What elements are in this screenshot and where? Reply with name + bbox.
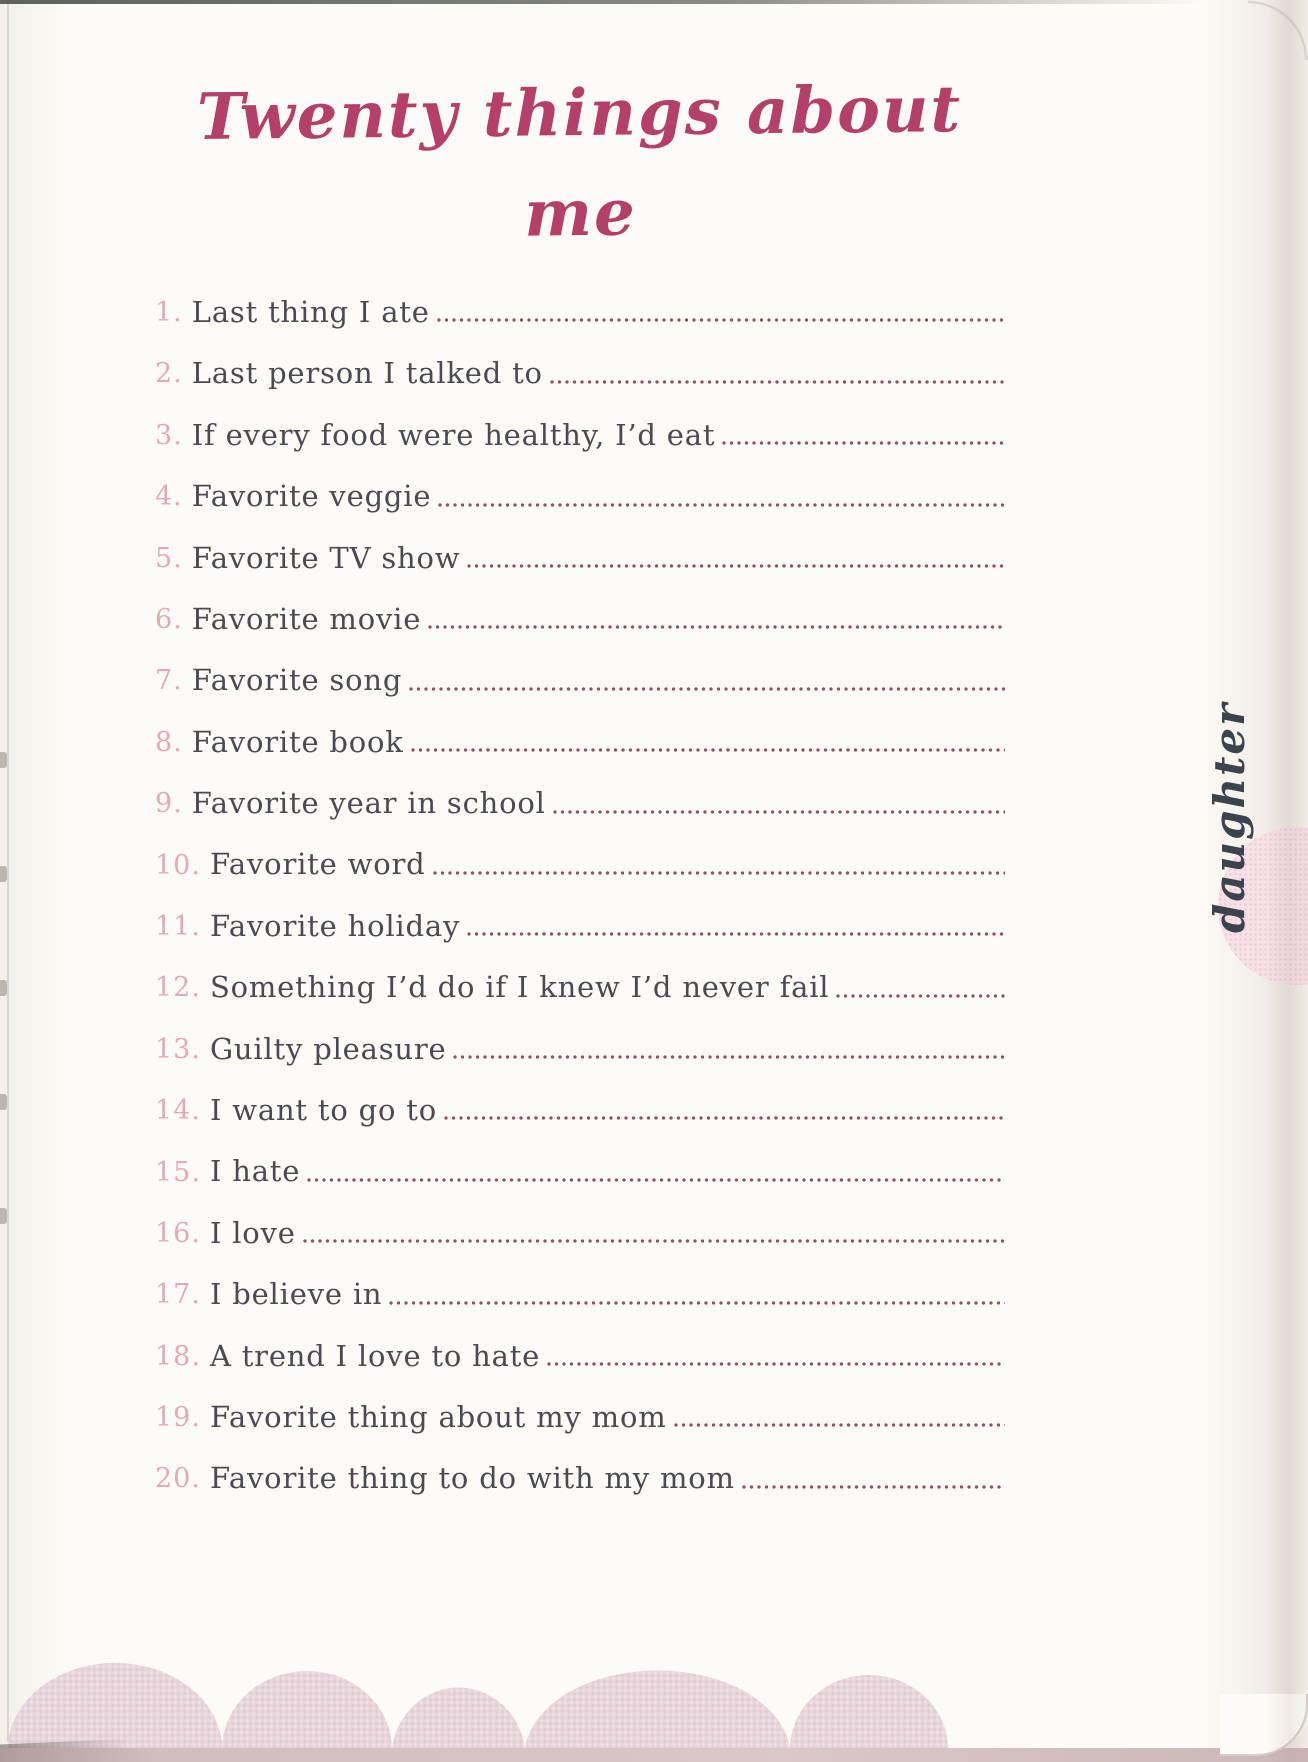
item-number: 7.	[155, 665, 183, 697]
binding-notch	[0, 980, 7, 996]
page-right-edge-shadow	[1266, 0, 1308, 1762]
list-item	[155, 880, 1005, 941]
dotted-write-in-line	[836, 994, 1005, 998]
item-number: 8.	[155, 726, 183, 758]
list-item	[155, 327, 1005, 391]
list-item	[155, 450, 1005, 514]
list-item	[155, 1003, 1005, 1064]
item-number: 18.	[155, 1340, 201, 1372]
item-number: 13.	[155, 1033, 201, 1065]
item-label: Favorite word	[209, 847, 426, 882]
list-item	[155, 1187, 1005, 1248]
list-item	[155, 512, 1005, 573]
item-label: Favorite book	[191, 724, 404, 759]
dotted-write-in-line	[389, 1301, 1005, 1305]
item-label: Guilty pleasure	[209, 1031, 447, 1066]
item-number: 20.	[155, 1463, 201, 1495]
dotted-write-in-line	[453, 1055, 1005, 1059]
dotted-write-in-line	[547, 1362, 1005, 1366]
page-content	[155, 64, 1005, 1494]
item-label: Favorite TV show	[191, 540, 461, 575]
scan-top-edge	[0, 0, 1308, 4]
dotted-write-in-line	[467, 932, 1005, 936]
item-label: If every food were healthy, I’d eat	[191, 417, 716, 452]
dotted-write-in-line	[674, 1423, 1006, 1427]
binding-notch	[0, 1094, 7, 1110]
list-item	[155, 1371, 1005, 1432]
item-label: Last thing I ate	[191, 294, 430, 329]
dotted-write-in-line	[444, 1116, 1005, 1120]
dotted-write-in-line	[742, 1485, 1005, 1489]
dotted-write-in-line	[428, 625, 1005, 629]
list-item	[155, 266, 1005, 327]
item-number: 15.	[155, 1156, 201, 1188]
list-item	[155, 757, 1005, 821]
prompt-list	[155, 266, 1005, 1494]
binding-notch	[0, 752, 7, 768]
item-label: Favorite thing to do with my mom	[209, 1461, 735, 1496]
dotted-write-in-line	[433, 871, 1005, 875]
page-title: Twenty things about me	[196, 71, 963, 252]
dotted-write-in-line	[722, 441, 1005, 445]
list-item	[155, 941, 1005, 1005]
item-number: 1.	[155, 297, 183, 329]
list-item	[155, 819, 1005, 880]
item-number: 2.	[155, 358, 183, 390]
dotted-write-in-line	[438, 503, 1005, 507]
list-item	[155, 1125, 1005, 1189]
list-item	[155, 573, 1005, 634]
item-label: Favorite year in school	[191, 786, 546, 821]
list-item	[155, 1310, 1005, 1371]
item-number: 10.	[155, 849, 201, 881]
page-left-edge	[7, 4, 9, 1742]
list-item	[155, 1432, 1005, 1496]
item-label: I believe in	[209, 1277, 383, 1312]
list-item	[155, 1248, 1005, 1312]
scallop-decoration	[0, 1653, 1308, 1749]
dotted-write-in-line	[553, 810, 1005, 814]
item-label: I hate	[209, 1154, 301, 1189]
item-number: 4.	[155, 481, 183, 513]
dotted-write-in-line	[437, 318, 1005, 322]
item-label: A trend I love to hate	[209, 1338, 541, 1373]
dotted-write-in-line	[467, 564, 1005, 568]
list-item	[155, 389, 1005, 450]
item-number: 16.	[155, 1217, 201, 1249]
item-label: Favorite holiday	[209, 908, 461, 943]
dotted-write-in-line	[411, 748, 1005, 752]
item-number: 17.	[155, 1279, 201, 1311]
dotted-write-in-line	[307, 1178, 1005, 1182]
item-label: Last person I talked to	[191, 356, 543, 391]
list-item	[155, 696, 1005, 757]
binding-notch	[0, 1208, 7, 1224]
list-item	[155, 634, 1005, 698]
dotted-write-in-line	[409, 687, 1005, 691]
list-item	[155, 1064, 1005, 1128]
item-number: 11.	[155, 910, 201, 942]
item-number: 19.	[155, 1402, 201, 1434]
item-label: Favorite movie	[191, 601, 422, 636]
item-label: Something I’d do if I knew I’d never fail	[209, 970, 830, 1005]
item-label: Favorite song	[191, 663, 403, 698]
item-number: 9.	[155, 788, 183, 820]
dotted-write-in-line	[550, 380, 1005, 384]
item-number: 3.	[155, 419, 183, 451]
item-number: 5.	[155, 542, 183, 574]
item-number: 14.	[155, 1095, 201, 1127]
book-bottom-edge	[0, 1748, 1308, 1762]
item-label: I want to go to	[209, 1093, 437, 1128]
item-number: 6.	[155, 604, 183, 635]
item-label: Favorite veggie	[191, 479, 432, 514]
item-label: I love	[209, 1215, 296, 1250]
binding-notch	[0, 866, 7, 882]
dotted-write-in-line	[303, 1239, 1005, 1243]
item-label: Favorite thing about my mom	[209, 1399, 667, 1434]
daughter-tab-label: daughter	[1205, 701, 1254, 933]
item-number: 12.	[155, 972, 201, 1004]
